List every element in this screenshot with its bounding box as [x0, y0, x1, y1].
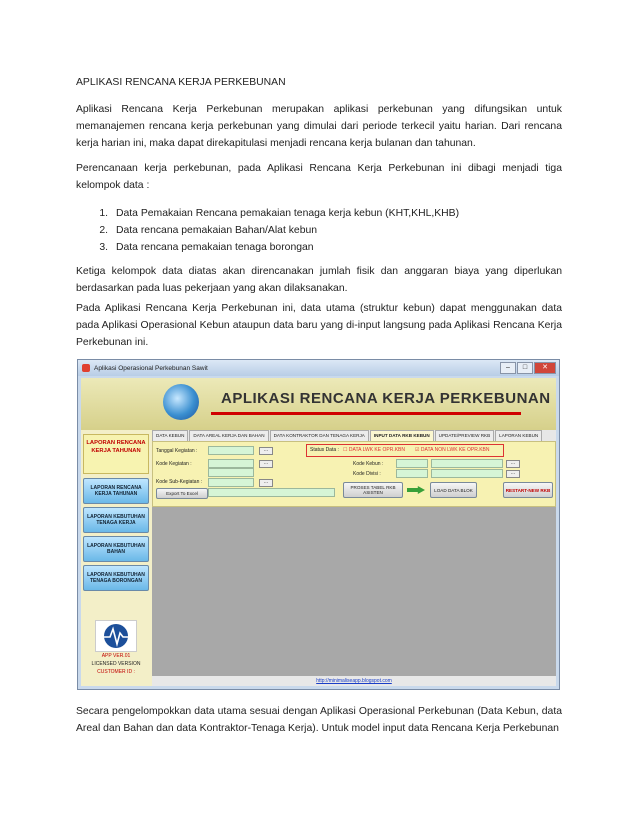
tab-strip [152, 430, 556, 441]
export-excel-button[interactable]: Export To Excel [156, 488, 208, 499]
tanggal-kegiatan-field[interactable] [208, 446, 254, 455]
footer-url-link[interactable]: http://minimaliseapp.blogspot.com [152, 676, 556, 686]
status-data-box [306, 444, 504, 457]
report-sidebar [81, 430, 153, 686]
close-button[interactable]: ✕ [534, 362, 556, 374]
tanggal-kegiatan-label: Tanggal Kegiatan : [156, 448, 198, 454]
list-item: 2. Data rencana pemakaian Bahan/Alat kebun [99, 225, 318, 236]
list-item: 1. Data Pemakaian Rencana pemakaian tenaga kerja kebun (KHT,KHL,KHB) [99, 208, 460, 219]
sub-kegiatan-desc-field[interactable] [208, 488, 335, 497]
banner-title: APLIKASI RENCANA KERJA PERKEBUNAN [221, 390, 551, 407]
kode-divisi-field[interactable] [396, 469, 428, 478]
kode-sub-kegiatan-field[interactable] [208, 478, 254, 487]
kode-kegiatan-desc-field[interactable] [208, 468, 254, 477]
tab-laporan-kebun[interactable]: LAPORAN KEBUN [495, 430, 542, 441]
kode-kegiatan-lookup-button[interactable]: ... [259, 460, 273, 468]
restart-rkb-button[interactable]: RESTART-NEW RKB [503, 482, 553, 498]
list-item: 3. Data rencana pemakaian tenaga borongan [99, 242, 314, 253]
kode-sub-kegiatan-label: Kode Sub-Kegiatan : [156, 479, 203, 485]
app-client-area [81, 378, 556, 686]
kode-divisi-lookup-button[interactable]: ... [506, 470, 520, 478]
proses-rkb-button[interactable]: PROSES TABEL RKB ASISTEN [343, 482, 403, 498]
report-labor-button[interactable]: LAPORAN KEBUTUHAN TENAGA KERJA [83, 507, 149, 533]
paragraph-grouping: Secara pengelompokkan data utama sesuai dengan Aplikasi Operasional Perkebunan (Data Kebun, data Areal dan Bahan dan data Kontraktor-Tenaga Kerja). Untuk model input data Rencana Kerja Perkebunan [76, 706, 562, 734]
window-titlebar [78, 360, 559, 376]
paragraph-groups: Perencanaan kerja perkebunan, pada Aplikasi Rencana Kerja Perkebunan ini dibagi menjadi tiga kelompok data : [76, 163, 562, 191]
sidebar-title: LAPORAN RENCANA KERJA TAHUNAN [83, 434, 149, 474]
report-rkt-button[interactable]: LAPORAN RENCANA KERJA TAHUNAN [83, 478, 149, 504]
kode-kebun-lookup-button[interactable]: ... [506, 460, 520, 468]
input-rkb-panel [152, 441, 556, 507]
customer-id-label: CUSTOMER ID : [97, 669, 135, 675]
kode-kebun-label: Kode Kebun : [353, 461, 384, 467]
paragraph-intro: Aplikasi Rencana Kerja Perkebunan merupakan aplikasi perkebunan yang difungsikan untuk memanajemen rencana kerja perkebunan yang dimulai dari periode terkecil yaitu harian. Dari rencana kerja harian ini, maka dapat direkapitulasi menjadi rencana kerja bulanan dan tahunan. [76, 104, 562, 149]
report-materials-button[interactable]: LAPORAN KEBUTUHAN BAHAN [83, 536, 149, 562]
tanggal-picker-button[interactable]: ... [259, 447, 273, 455]
tab-input-rkb[interactable]: INPUT DATA RKB KEBUN [370, 430, 434, 441]
kode-divisi-name-field[interactable] [431, 469, 503, 478]
tab-update-preview[interactable]: UPDATE/PREVIEW RKB [435, 430, 494, 441]
load-data-blok-button[interactable]: LOAD DATA BLOK [430, 482, 477, 498]
document-heading: APLIKASI RENCANA KERJA PERKEBUNAN [76, 77, 286, 88]
app-banner [81, 378, 556, 430]
kode-sub-lookup-button[interactable]: ... [259, 479, 273, 487]
app-version: APP VER.01 [101, 653, 131, 659]
kode-kebun-field[interactable] [396, 459, 428, 468]
status-data-label: Status Data : [310, 447, 339, 453]
paragraph-planning: Ketiga kelompok data diatas akan direncanakan jumlah fisik dan anggaran biaya yang diperlukan berdasarkan pada luas pekerjaan yang akan dilaksanakan. [76, 266, 562, 294]
tab-data-kebun[interactable]: DATA KEBUN [152, 430, 188, 441]
status-opt-lwk[interactable]: ☐ DATA LWK KE OPR.KBN [343, 447, 405, 453]
maximize-button[interactable]: □ [517, 362, 533, 374]
app-icon [82, 364, 90, 372]
banner-underline [211, 412, 521, 415]
tab-kontraktor[interactable]: DATA KONTRAKTOR DAN TENAGA KERJA [270, 430, 369, 441]
status-opt-non-lwk[interactable]: ☑ DATA NON LWK KE OPR.KBN [415, 447, 490, 453]
kode-divisi-label: Kode Divisi : [353, 471, 381, 477]
minimize-button[interactable]: – [500, 362, 516, 374]
kode-kegiatan-field[interactable] [208, 459, 254, 468]
globe-icon [163, 384, 199, 420]
license-label: LICENSED VERSION [91, 661, 141, 667]
arrow-right-icon [407, 486, 425, 494]
company-logo [95, 620, 137, 652]
paragraph-main-data: Pada Aplikasi Rencana Kerja Perkebunan ini, data utama (struktur kebun) dapat menggunakan data pada Aplikasi Operasional Kebun ataupun data baru yang di-input langsung pada Aplikasi Rencana Kerja Perkebunan ini. [76, 303, 562, 348]
kode-kebun-name-field[interactable] [431, 459, 503, 468]
report-contract-labor-button[interactable]: LAPORAN KEBUTUHAN TENAGA BORONGAN [83, 565, 149, 591]
window-title: Aplikasi Operasional Perkebunan Sawit [94, 364, 208, 372]
tab-areal-bahan[interactable]: DATA AREAL KERJA DAN BAHAN [189, 430, 268, 441]
kode-kegiatan-label: Kode Kegiatan : [156, 461, 192, 467]
app-screenshot-window [77, 359, 560, 690]
numbered-list [76, 205, 562, 256]
data-grid-area[interactable] [152, 507, 556, 676]
